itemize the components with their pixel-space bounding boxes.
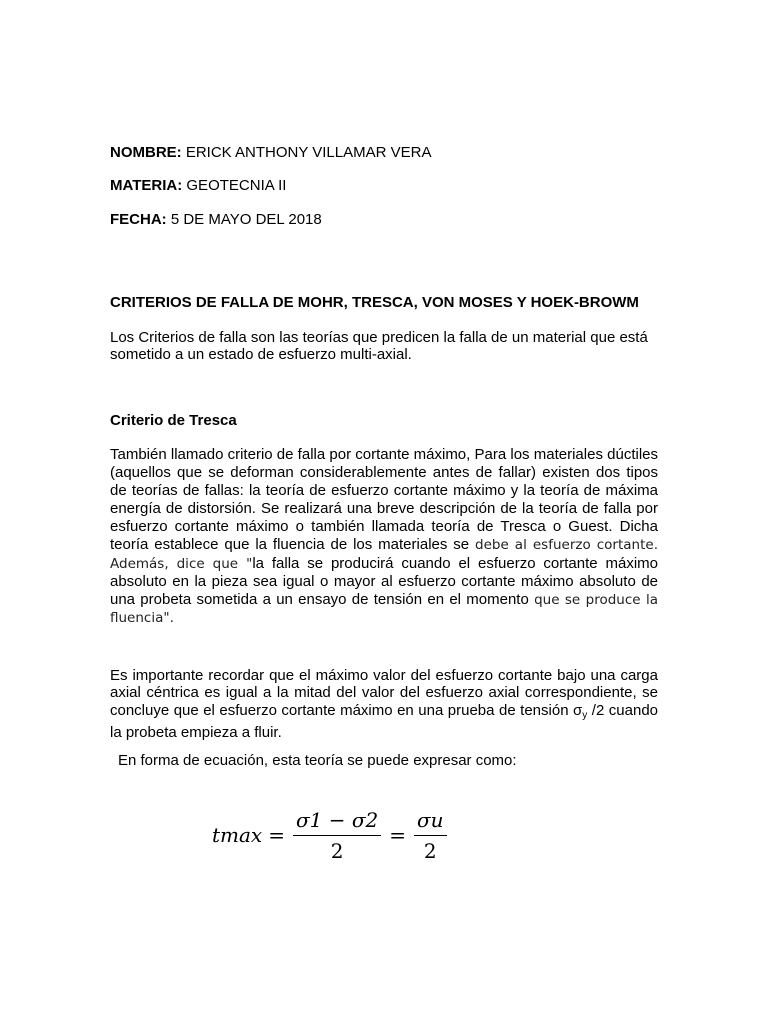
equals-sign-2: = — [389, 823, 406, 847]
date-label: FECHA: — [110, 211, 167, 228]
fraction2-numerator: σu — [414, 808, 447, 836]
tresca-text-a: También llamado criterio de falla por cortante máximo, Para los materiales dúctiles (aquellos que se deforman considerablemente antes de fallar) existen dos tipos de teorías de fallas: la teoría de esfuerzo cortante máximo y la teoría de máxima energía de distorsión. Se realizará una breve descripción de la teoría de falla por esfuerzo cortante máximo o también llamada teoría de Tresca o Guest. Dicha teoría establece que la fluencia de los materiales se — [110, 446, 658, 554]
fraction1-numerator: σ1 − σ2 — [293, 808, 381, 836]
name-value: ERICK ANTHONY VILLAMAR VERA — [185, 144, 432, 161]
document-title: CRITERIOS DE FALLA DE MOHR, TRESCA, VON MOSES Y HOEK-BROWM — [110, 294, 639, 311]
tresca-paragraph — [110, 446, 658, 627]
subject-line — [110, 177, 286, 195]
shear-text-b: /2 cuando la probeta empieza a fluir. — [110, 701, 659, 741]
shear-stress-paragraph — [110, 667, 658, 741]
equation-lhs: tmax — [212, 823, 263, 847]
student-name-line — [110, 144, 431, 162]
date-line — [110, 211, 322, 229]
fraction2-denominator: 2 — [423, 838, 437, 863]
date-value: 5 DE MAYO DEL 2018 — [170, 211, 322, 228]
tresca-text-c: la falla se producirá cuando el esfuerzo cortante máximo absoluto en la pieza sea igual o mayor al esfuerzo cortante máximo absoluto de una probeta sometida a un ensayo de tensión en el momento — [110, 554, 658, 608]
name-label: NOMBRE: — [110, 144, 182, 161]
subject-value: GEOTECNIA II — [186, 177, 287, 194]
fraction-sigma-difference — [293, 808, 381, 863]
intro-paragraph: Los Criterios de falla son las teorías que predicen la falla de un material que está sometido a un estado de esfuerzo multi-axial. — [110, 329, 648, 363]
equation-intro: En forma de ecuación, esta teoría se puede expresar como: — [118, 752, 517, 769]
sigma-subscript: y — [582, 709, 588, 721]
section-title-tresca: Criterio de Tresca — [110, 412, 237, 429]
tresca-equation — [212, 800, 452, 870]
tresca-text-d: que se produce la fluencia". — [110, 591, 658, 626]
subject-label: MATERIA: — [110, 177, 183, 194]
tresca-text-b: debe al esfuerzo cortante. Además, dice que " — [110, 537, 658, 572]
fraction1-denominator: 2 — [330, 838, 344, 863]
fraction-sigma-u — [414, 808, 447, 863]
shear-text-a: Es importante recordar que el máximo valor del esfuerzo cortante bajo una carga axial céntrica es igual a la mitad del valor del esfuerzo axial correspondiente, se concluye que el esfuerzo cortante máximo en una prueba de tensión σ — [110, 667, 658, 719]
equals-sign-1: = — [268, 823, 285, 847]
